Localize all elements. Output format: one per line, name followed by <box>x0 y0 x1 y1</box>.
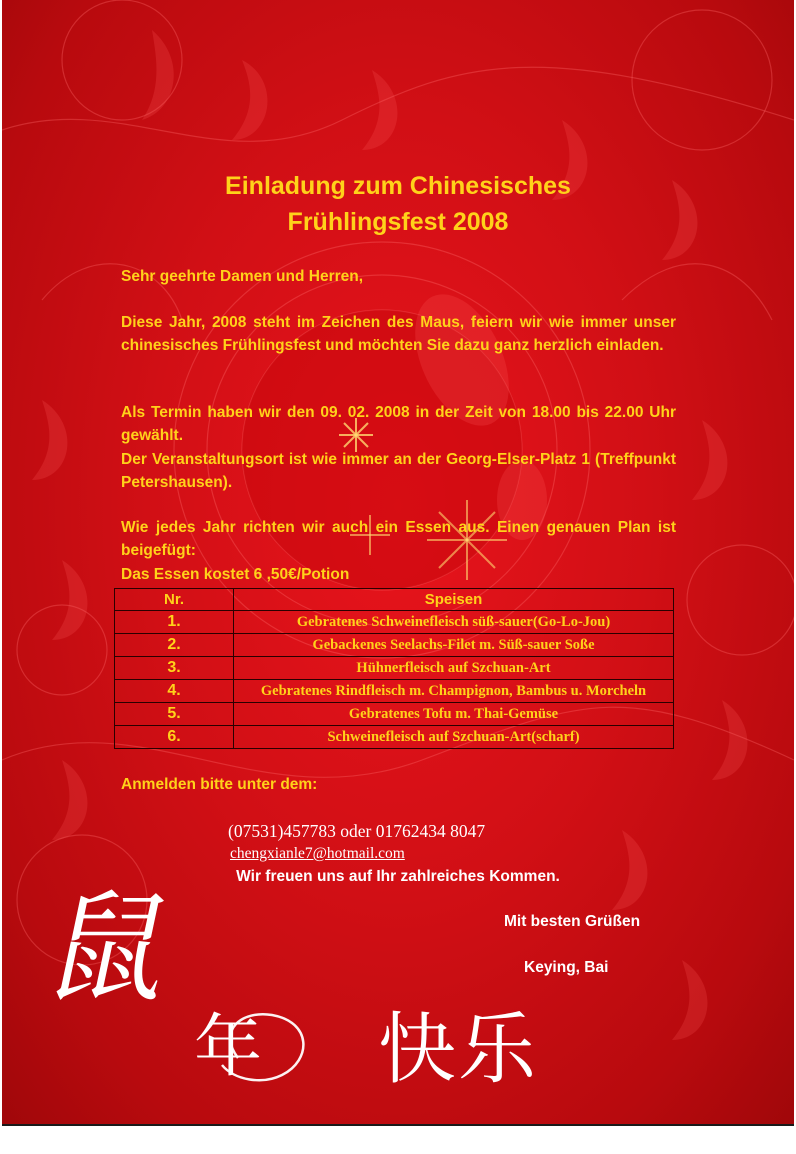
row-dish: Gebratenes Rindfleisch m. Champignon, Bambus u. Morcheln <box>234 680 674 703</box>
row-dish: Gebratenes Schweinefleisch süß-sauer(Go-Lo-Jou) <box>234 611 674 634</box>
header-speisen: Speisen <box>234 589 674 611</box>
row-dish: Hühnerfleisch auf Szchuan-Art <box>234 657 674 680</box>
table-row <box>115 634 674 657</box>
paragraph-location: Der Veranstaltungsort ist wie immer an der Georg-Elser-Platz 1 (Treffpunkt Petershausen). <box>121 451 676 491</box>
email-link[interactable]: chengxianle7@hotmail.com <box>230 845 405 862</box>
calligraphy-year: 年 <box>194 1008 263 1087</box>
header-nr: Nr. <box>115 589 234 611</box>
regards: Mit besten Grüßen <box>504 913 641 930</box>
calligraphy-rat: 鼠 <box>35 880 185 1019</box>
row-number: 4. <box>115 680 234 703</box>
row-number: 2. <box>115 634 234 657</box>
closing-line: Wir freuen uns auf Ihr zahlreiches Kommen. <box>236 868 560 885</box>
row-dish: Schweinefleisch auf Szchuan-Art(scharf) <box>234 726 674 749</box>
paragraph-intro: Diese Jahr, 2008 steht im Zeichen des Maus, feiern wir wie immer unser chinesisches Frühlingsfest und möchten Sie dazu ganz herzlich einladen. <box>121 314 676 354</box>
register-label: Anmelden bitte unter dem: <box>121 776 318 793</box>
phone-numbers: (07531)457783 oder 01762434 8047 <box>228 821 486 841</box>
price-line: Das Essen kostet 6 ,50€/Potion <box>121 566 350 583</box>
table-row <box>115 611 674 634</box>
invitation-poster <box>2 0 794 1126</box>
table-row <box>115 703 674 726</box>
menu-header-row <box>115 589 674 611</box>
table-row <box>115 726 674 749</box>
paragraph-date: Als Termin haben wir den 09. 02. 2008 in der Zeit von 18.00 bis 22.00 Uhr gewählt. <box>121 404 676 444</box>
table-row <box>115 657 674 680</box>
greeting: Sehr geehrte Damen und Herren, <box>121 268 364 285</box>
row-dish: Gebratenes Tofu m. Thai-Gemüse <box>234 703 674 726</box>
paragraph-food: Wie jedes Jahr richten wir auch ein Essen aus. Einen genauen Plan ist beigefügt: <box>121 519 676 559</box>
calligraphy-happy: 快乐 <box>378 1005 539 1095</box>
row-dish: Gebackenes Seelachs-Filet m. Süß-sauer Soße <box>234 634 674 657</box>
signature: Keying, Bai <box>524 959 609 976</box>
menu-table <box>114 588 674 749</box>
row-number: 1. <box>115 611 234 634</box>
row-number: 6. <box>115 726 234 749</box>
title-line-2: Frühlingsfest 2008 <box>287 208 509 236</box>
row-number: 3. <box>115 657 234 680</box>
table-row <box>115 680 674 703</box>
row-number: 5. <box>115 703 234 726</box>
title-line-1: Einladung zum Chinesisches <box>225 172 571 200</box>
